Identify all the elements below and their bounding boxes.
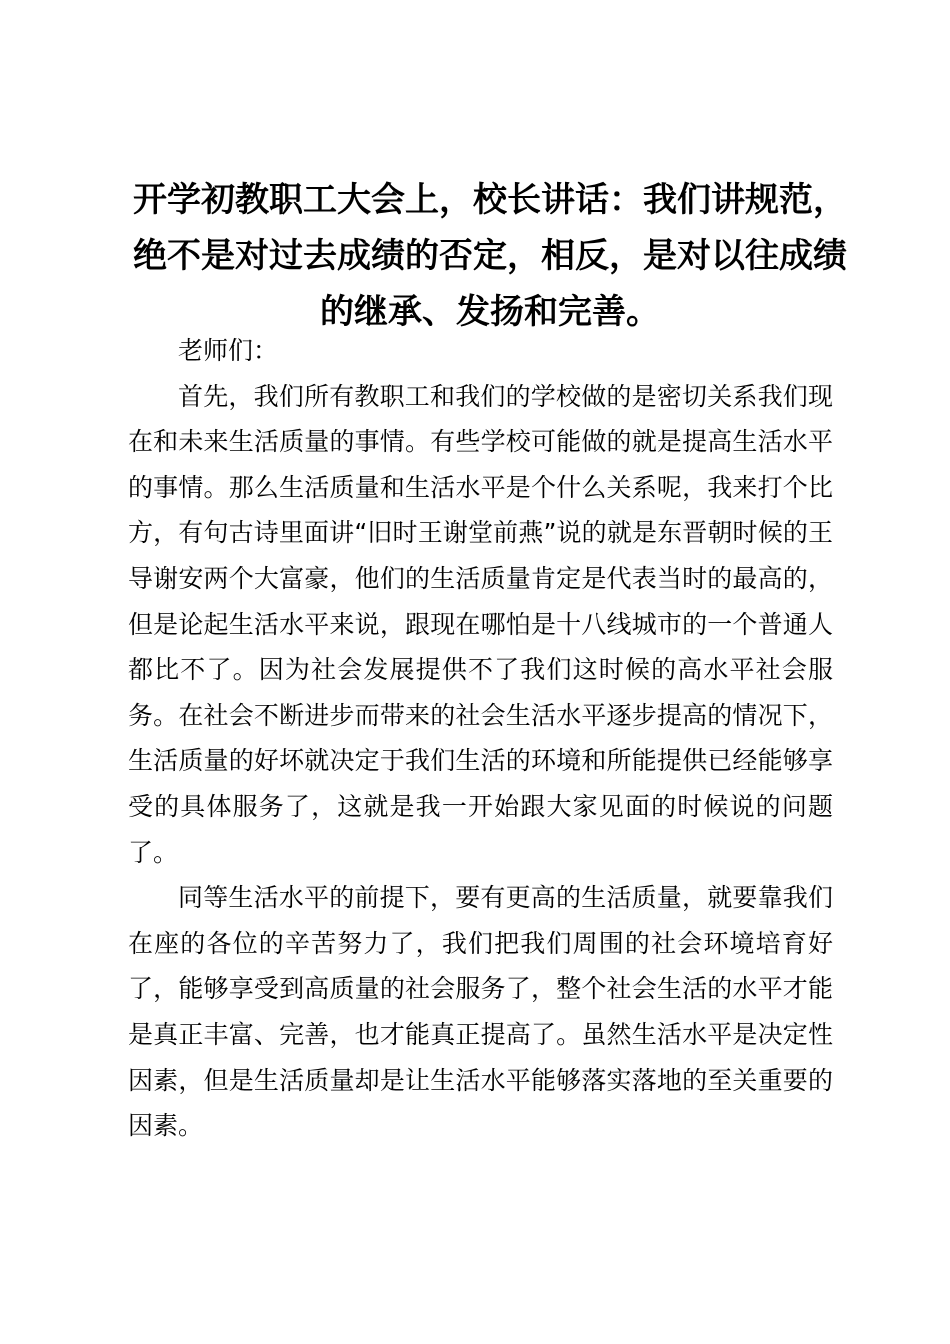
paragraph: 同等生活水平的前提下，要有更高的生活质量，就要靠我们在座的各位的辛苦努力了，我们把我们周围的社会环境培育好了，能够享受到高质量的社会服务了，整个社会生活的水平才能是真正丰富、完善，也才能真正提高了。虽然生活水平是决定性因素，但是生活质量却是让生活水平能够落实落地的至关重要的因素。	[128, 883, 833, 1141]
document-body	[128, 328, 833, 1149]
paragraph: 首先，我们所有教职工和我们的学校做的是密切关系我们现在和未来生活质量的事情。有些学校可能做的就是提高生活水平的事情。那么生活质量和生活水平是个什么关系呢，我来打个比方，有句古诗里面讲“旧时王谢堂前燕”说的就是东晋朝时候的王导谢安两个大富豪，他们的生活质量肯定是代表当时的最高的，但是论起生活水平来说，跟现在哪怕是十八线城市的一个普通人都比不了。因为社会发展提供不了我们这时候的高水平社会服务。在社会不断进步而带来的社会生活水平逐步提高的情况下，生活质量的好坏就决定于我们生活的环境和所能提供已经能够享受的具体服务了，这就是我一开始跟大家见面的时候说的问题了。	[128, 381, 833, 867]
document-title: 开学初教职工大会上，校长讲话：我们讲规范，绝不是对过去成绩的否定，相反，是对以往成绩的继承、发扬和完善。	[133, 180, 847, 332]
salutation: 老师们：	[178, 336, 279, 365]
